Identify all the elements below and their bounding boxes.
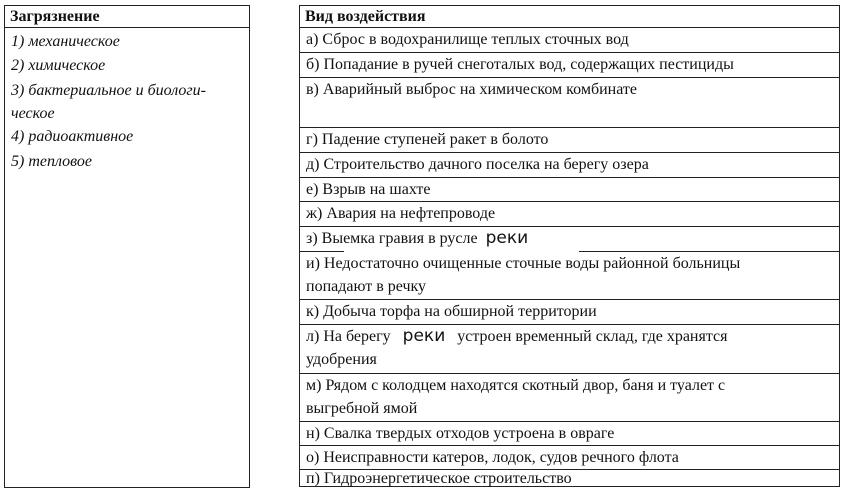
pollution-header: Загрязнение: [5, 6, 249, 28]
impact-row-m: [300, 374, 839, 422]
impact-row-k: [300, 300, 839, 325]
impact-row-line1: и) Недостаточно очищенные сточные воды районной больницы: [306, 255, 741, 272]
impact-row-text: д) Строительство дачного поселка на берегу озера: [306, 156, 649, 173]
impact-row-o: [300, 446, 839, 470]
impact-row-text-b: устроен временный склад, где хранятся: [457, 328, 728, 345]
impact-row-p: [300, 470, 839, 487]
impact-table: [299, 5, 840, 487]
impact-row-v: [300, 78, 839, 128]
pollution-item-3-cont: ческое: [11, 105, 55, 122]
impact-row-line2: выгребной ямой: [306, 400, 418, 417]
impact-row-n: [300, 422, 839, 446]
impact-row-line2: попадают в речку: [306, 278, 427, 295]
impact-header: Вид воздействия: [300, 6, 839, 28]
impact-row-text: в) Аварийный выброс на химическом комбинате: [306, 81, 637, 98]
pollution-item-2: 2) химическое: [11, 57, 106, 74]
impact-row-d: [300, 153, 839, 178]
impact-row-l: [300, 325, 839, 374]
impact-row-text: б) Попадание в ручей снеготалых вод, содержащих пестициды: [306, 56, 734, 73]
handwritten-insert: реки: [485, 228, 529, 248]
impact-row-text: з) Выемка гравия в русле: [306, 230, 478, 247]
pollution-table: [4, 5, 250, 488]
impact-row-text: к) Добыча торфа на обширной территории: [306, 303, 597, 320]
pollution-item-1: 1) механическое: [11, 33, 120, 50]
impact-row-text: н) Свалка твердых отходов устроена в овраге: [306, 425, 615, 442]
impact-row-line1: м) Рядом с колодцем находятся скотный двор, баня и туалет с: [306, 377, 726, 394]
impact-row-text: ж) Авария на нефтепроводе: [306, 205, 496, 222]
handwritten-insert: реки: [402, 326, 446, 346]
pollution-item-3: 3) бактериальное и биологи-: [11, 82, 206, 99]
impact-row-z: [300, 227, 839, 252]
impact-row-text: г) Падение ступеней ракет в болото: [306, 131, 549, 148]
impact-row-zh: [300, 202, 839, 227]
impact-row-b: [300, 53, 839, 78]
impact-row-g: [300, 128, 839, 153]
pollution-item-4: 4) радиоактивное: [11, 128, 134, 145]
impact-row-e: [300, 178, 839, 202]
impact-row-text: е) Взрыв на шахте: [306, 181, 431, 198]
impact-row-text: а) Сброс в водохранилище теплых сточных вод: [306, 31, 629, 48]
impact-row-line2: удобрения: [306, 351, 377, 368]
impact-row-text-a: л) На берегу: [306, 328, 391, 345]
pollution-item-5: 5) тепловое: [11, 153, 92, 170]
impact-row-i: [300, 252, 839, 300]
impact-row-text: п) Гидроэнергетическое строительство: [306, 470, 572, 487]
impact-row-text: о) Неисправности катеров, лодок, судов речного флота: [306, 449, 679, 466]
impact-row-a: [300, 28, 839, 53]
